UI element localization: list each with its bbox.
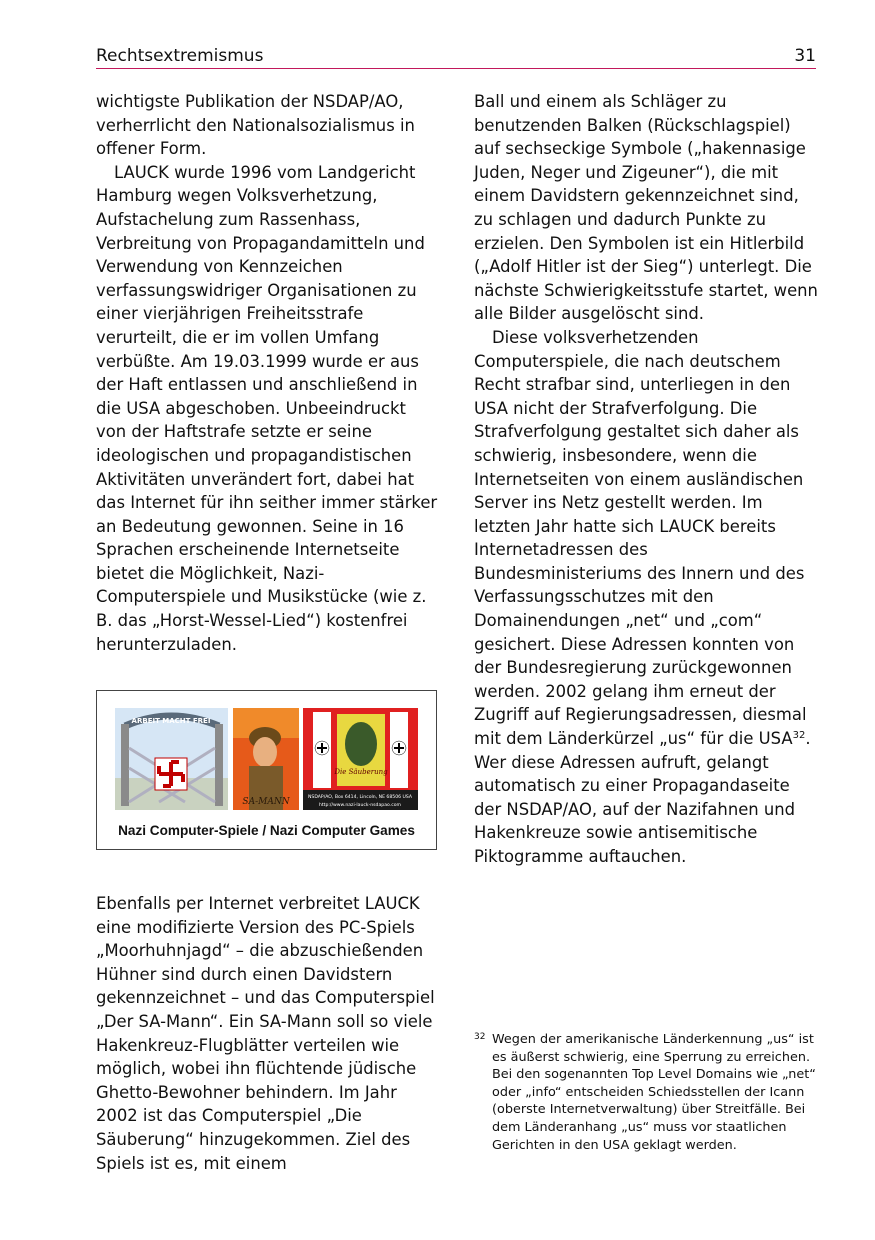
saeuberung-text: Die Säuberung xyxy=(334,768,388,776)
left-column-continued xyxy=(96,892,441,1175)
right-column xyxy=(474,90,819,869)
right-paragraph-2-part-b: . Wer diese Adressen aufruft, gelangt automatisch zu einer Propagandaseite der NSDAP/AO, auf der Nazifahnen und Hakenkreuze sowie antisemitische Piktogramme auftauchen. xyxy=(474,729,811,866)
saeuberung-footer-url: http://www.nazi-lauck-nsdapao.com xyxy=(318,803,402,808)
right-paragraph-2 xyxy=(474,326,819,869)
left-paragraph-1: wichtigste Publikation der NSDAP/AO, verherrlicht den Nationalsozialismus in offener Form. xyxy=(96,92,415,159)
saeuberung-footer-address: NSDAP/AO, Box 6414, Lincoln, NE 68506 USA xyxy=(307,795,413,800)
gate-text: ARBEIT MACHT FREI xyxy=(131,717,211,725)
running-header xyxy=(96,40,816,69)
left-paragraph-2: LAUCK wurde 1996 vom Landgericht Hamburg wegen Volksverhetzung, Aufstachelung zum Rassenhass, Verbreitung von Propagandamitteln und Verwendung von Kennzeichen verfassungswidriger Organisationen zu einer vierjährigen Freiheitsstrafe verurteilt, die er im vollen Umfang verbüßte. Am 19.03.1999 wurde er aus der Haft entlassen und anschließend in die USA abgeschoben. Unbeeindruckt von der Haftstrafe setzte er seine ideologischen und propagandistischen Aktivitäten unverändert fort, dabei hat das Internet für ihn seither immer stärker an Bedeutung gewonnen. Seine in 16 Sprachen erscheinende Internetseite bietet die Möglichkeit, Nazi-Computerspiele und Musikstücke (wie z. B. das „Horst-Wessel-Lied“) kostenfrei herunterzuladen. xyxy=(96,162,438,654)
section-title: Rechtsextremismus xyxy=(96,46,264,66)
footnote-text: Wegen der amerikanische Länderkennung „us“ ist es äußerst schwierig, eine Sperrung zu erreichen. Bei den sogenannten Top Level Domains wie „net“ oder „info“ entscheiden Schiedsstellen der Icann (oberste Internetverwaltung) über Streitfälle. Bei dem Länderanhang „us“ muss vor staatlichen Gerichten in den USA geklagt werden. xyxy=(492,1032,816,1153)
right-paragraph-2-part-a: Diese volksverhetzenden Computerspiele, die nach deutschem Recht strafbar sind, unterliegen in den USA nicht der Strafverfolgung. Die Strafverfolgung gestaltet sich daher als schwierig, insbesondere, wenn die Internetseiten von einem ausländischen Server ins Netz gestellt werden. Im letzten Jahr hatte sich LAUCK bereits Internetadressen des Bundesministeriums des Innern und des Verfassungsschutzes mit den Domainendungen „net“ und „com“ gesichert. Diese Adressen konnten von der Bundesregierung zurückgewonnen werden. 2002 gelang ihm erneut der Zugriff auf Regierungsadressen, diesmal mit dem Länderkürzel „us“ für die USA xyxy=(474,327,807,749)
right-paragraph-1: Ball und einem als Schläger zu benutzenden Balken (Rückschlagspiel) auf sechseckige Symbole („hakennasige Juden, Neger und Zigeuner“), die mit einem Davidstern gekennzeichnet sind, zu schlagen und dadurch Punkte zu erzielen. Den Symbolen ist ein Hitlerbild („Adolf Hitler ist der Sieg“) unterlegt. Die nächste Schwierigkeitsstufe startet, wenn alle Bilder ausgelöscht sind. xyxy=(474,92,818,324)
sa-mann-text: SA-MANN xyxy=(242,797,290,807)
left-paragraph-3: Ebenfalls per Internet verbreitet LAUCK eine modifizierte Version des PC-Spiels „Moorhuhnjagd“ – die abzuschießenden Hühner sind durch einen Davidstern gekennzeichnet – und das Computerspiel „Der SA-Mann“. Ein SA-Mann soll so viele Hakenkreuz-Flugblätter verteilen wie möglich, wobei ihn flüchtende jüdische Ghetto-Bewohner behindern. Im Jahr 2002 ist das Computerspiel „Die Säuberung“ hinzugekommen. Ziel des Spiels ist es, mit einem xyxy=(96,894,435,1173)
left-column xyxy=(96,90,441,656)
page-number: 31 xyxy=(794,46,816,66)
footnote-number: 32 xyxy=(474,1032,486,1042)
footnote-reference: 32 xyxy=(792,730,806,742)
figure-images xyxy=(115,708,418,810)
figure-caption: Nazi Computer-Spiele / Nazi Computer Games xyxy=(118,823,415,838)
figure-nazi-games xyxy=(96,690,437,850)
footnote xyxy=(474,1031,819,1154)
